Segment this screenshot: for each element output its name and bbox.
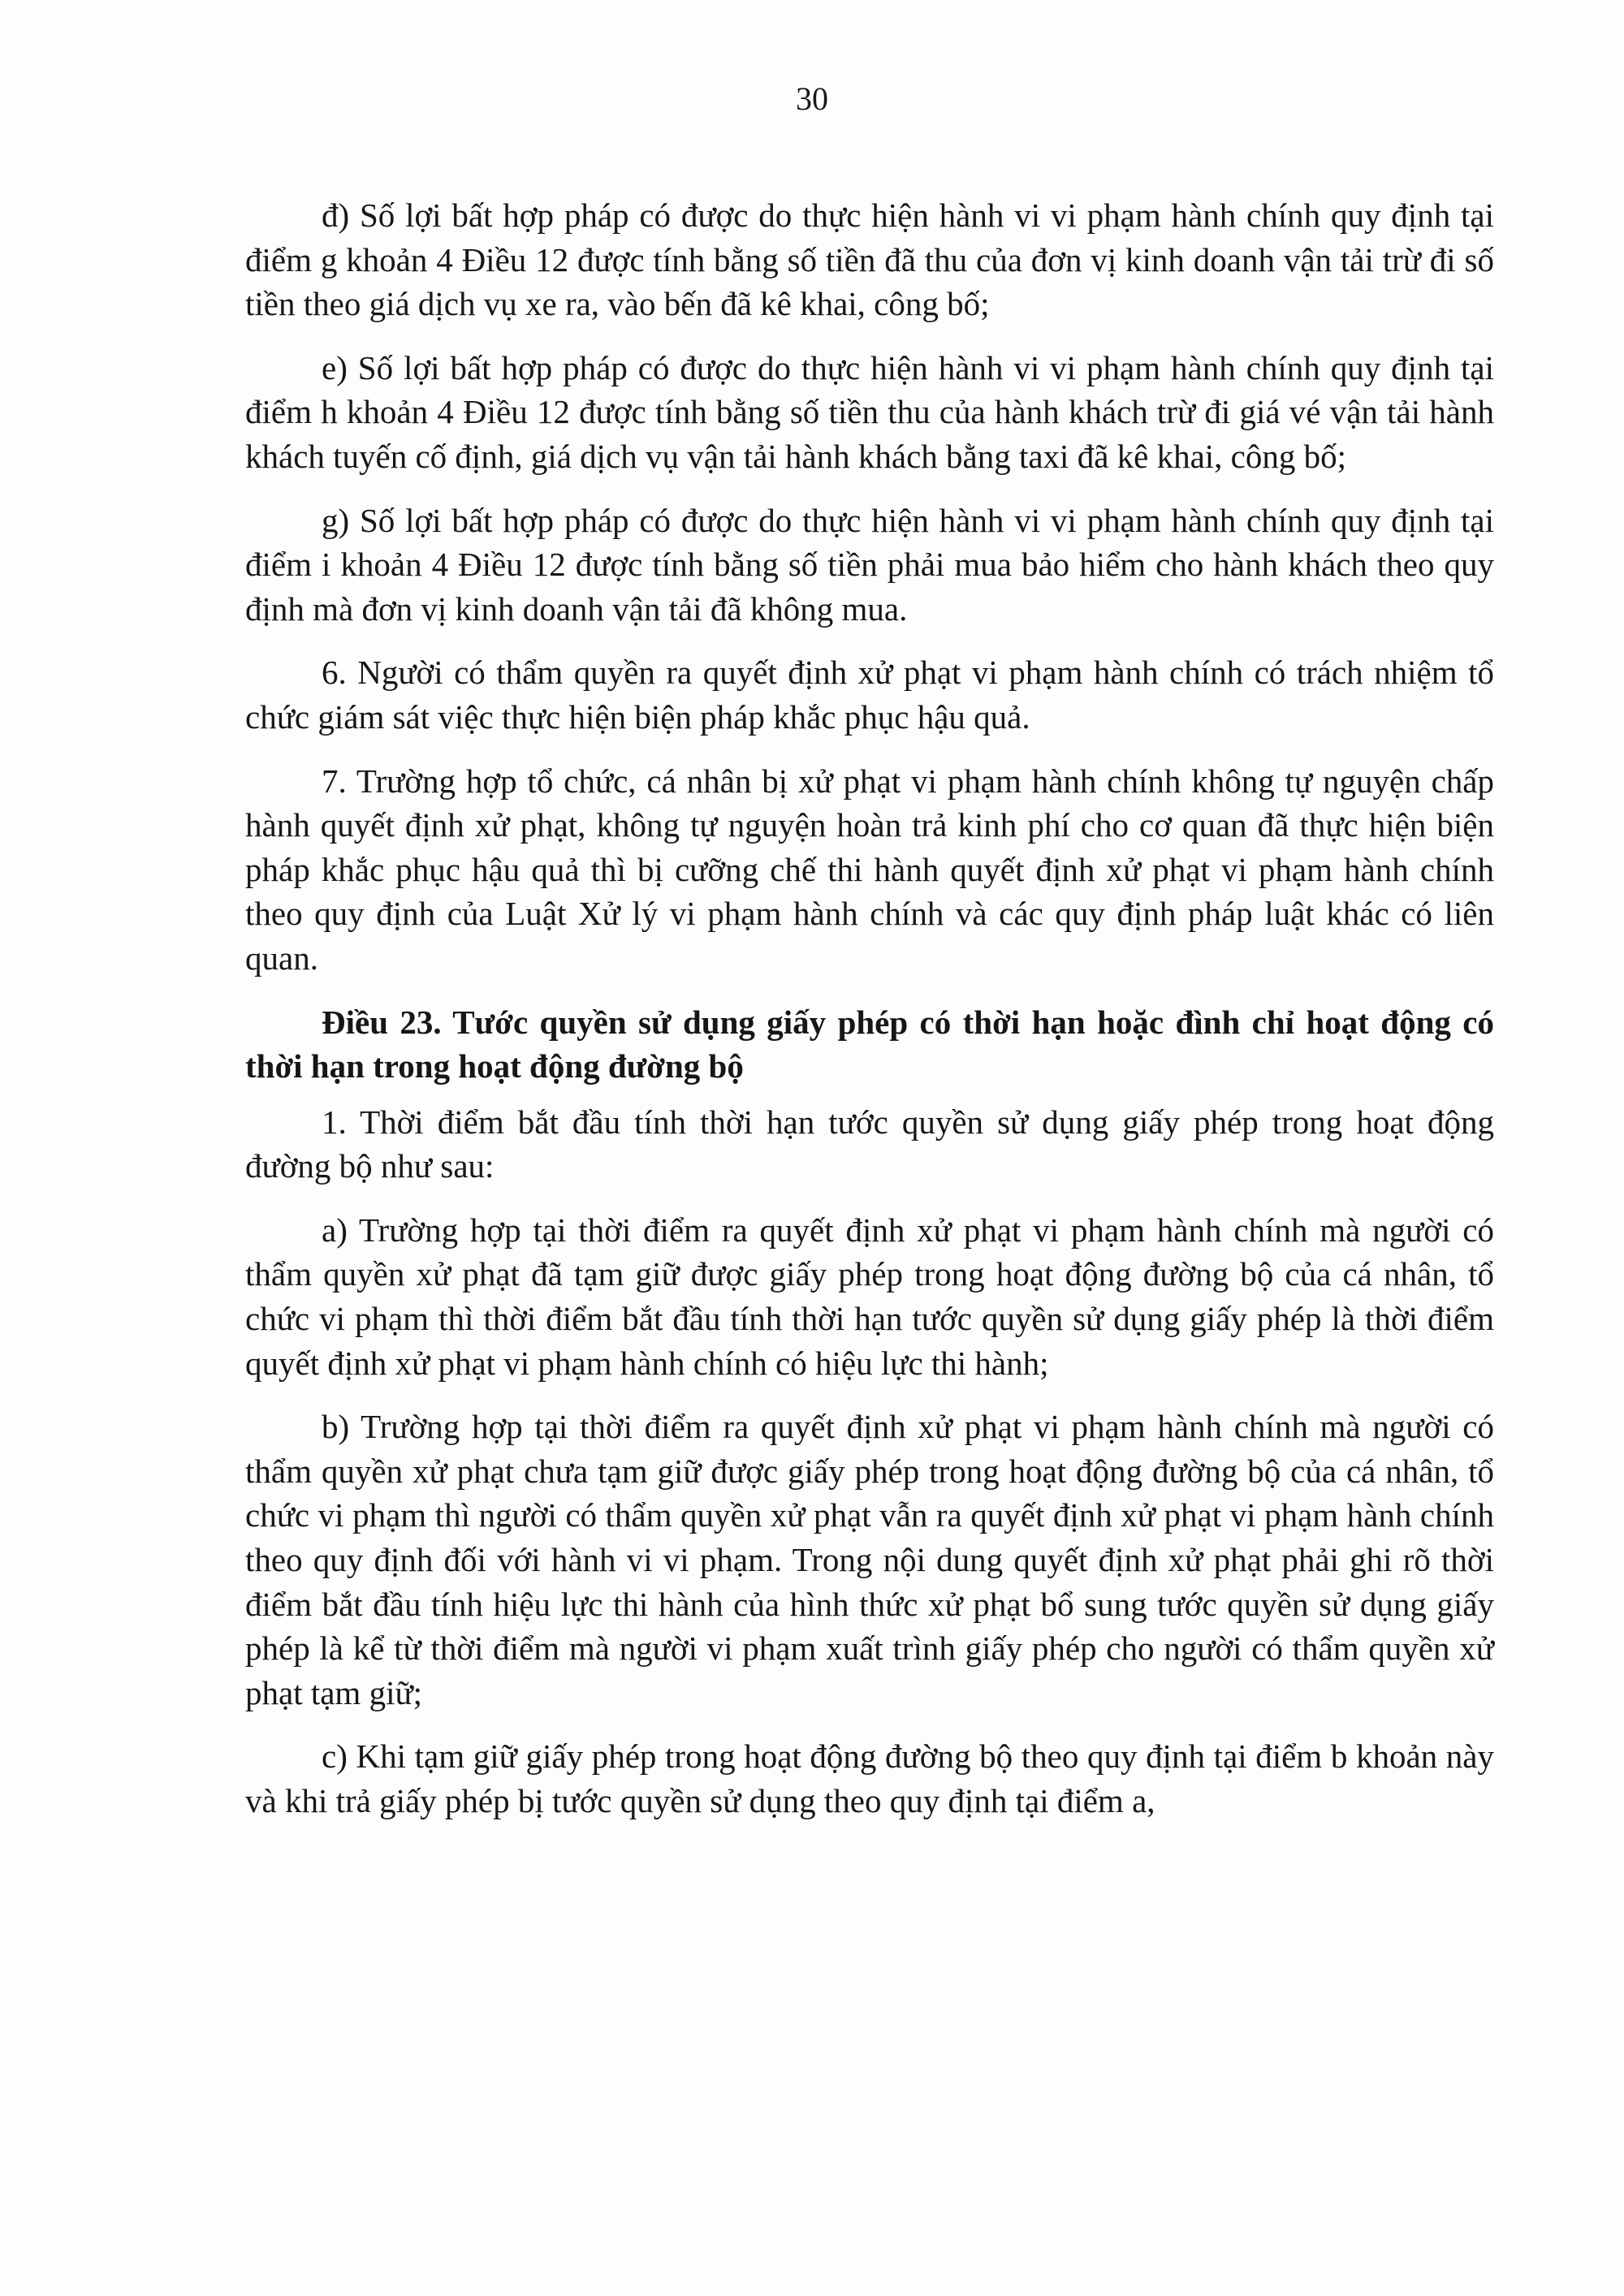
paragraph-clause-6: 6. Người có thẩm quyền ra quyết định xử phạt vi phạm hành chính có trách nhiệm tổ chức giám sát việc thực hiện biện pháp khắc phục hậu quả. xyxy=(245,654,1494,736)
paragraph-clause-1-point-c: c) Khi tạm giữ giấy phép trong hoạt động đường bộ theo quy định tại điểm b khoản này và khi trả giấy phép bị tước quyền sử dụng theo quy định tại điểm a, xyxy=(245,1737,1494,1819)
paragraph-clause-1: 1. Thời điểm bắt đầu tính thời hạn tước quyền sử dụng giấy phép trong hoạt động đường bộ như sau: xyxy=(245,1103,1494,1185)
paragraph-clause-1-point-b: b) Trường hợp tại thời điểm ra quyết định xử phạt vi phạm hành chính mà người có thẩm quyền xử phạt chưa tạm giữ được giấy phép trong hoạt động đường bộ của cá nhân, tổ chức vi phạm thì người có thẩm quyền xử phạt vẫn ra quyết định xử phạt vi phạm hành chính theo quy định đối với hành vi vi phạm. Trong nội dung quyết định xử phạt phải ghi rõ thời điểm bắt đầu tính hiệu lực thi hành của hình thức xử phạt bổ sung tước quyền sử dụng giấy phép là kể từ thời điểm mà người vi phạm xuất trình giấy phép cho người có thẩm quyền xử phạt tạm giữ; xyxy=(245,1408,1494,1711)
article-23-heading: Điều 23. Tước quyền sử dụng giấy phép có thời hạn hoặc đình chỉ hoạt động có thời hạn trong hoạt động đường bộ xyxy=(245,1003,1494,1085)
page-number: 30 xyxy=(796,80,828,117)
paragraph-clause-7: 7. Trường hợp tổ chức, cá nhân bị xử phạt vi phạm hành chính không tự nguyện chấp hành quyết định xử phạt, không tự nguyện hoàn trả kinh phí cho cơ quan đã thực hiện biện pháp khắc phục hậu quả thì bị cưỡng chế thi hành quyết định xử phạt vi phạm hành chính theo quy định của Luật Xử lý vi phạm hành chính và các quy định pháp luật khác có liên quan. xyxy=(245,762,1494,977)
paragraph-point-e: e) Số lợi bất hợp pháp có được do thực hiện hành vi vi phạm hành chính quy định tại điểm h khoản 4 Điều 12 được tính bằng số tiền thu của hành khách trừ đi giá vé vận tải hành khách tuyến cố định, giá dịch vụ vận tải hành khách bằng taxi đã kê khai, công bố; xyxy=(245,348,1494,475)
document-body xyxy=(245,193,1494,1843)
paragraph-point-d: đ) Số lợi bất hợp pháp có được do thực hiện hành vi vi phạm hành chính quy định tại điểm g khoản 4 Điều 12 được tính bằng số tiền đã thu của đơn vị kinh doanh vận tải trừ đi số tiền theo giá dịch vụ xe ra, vào bến đã kê khai, công bố; xyxy=(245,196,1494,323)
paragraph-point-g: g) Số lợi bất hợp pháp có được do thực hiện hành vi vi phạm hành chính quy định tại điểm i khoản 4 Điều 12 được tính bằng số tiền phải mua bảo hiểm cho hành khách theo quy định mà đơn vị kinh doanh vận tải đã không mua. xyxy=(245,501,1494,628)
paragraph-clause-1-point-a: a) Trường hợp tại thời điểm ra quyết định xử phạt vi phạm hành chính mà người có thẩm quyền xử phạt đã tạm giữ được giấy phép trong hoạt động đường bộ của cá nhân, tổ chức vi phạm thì thời điểm bắt đầu tính thời hạn tước quyền sử dụng giấy phép là thời điểm quyết định xử phạt vi phạm hành chính có hiệu lực thi hành; xyxy=(245,1211,1494,1382)
